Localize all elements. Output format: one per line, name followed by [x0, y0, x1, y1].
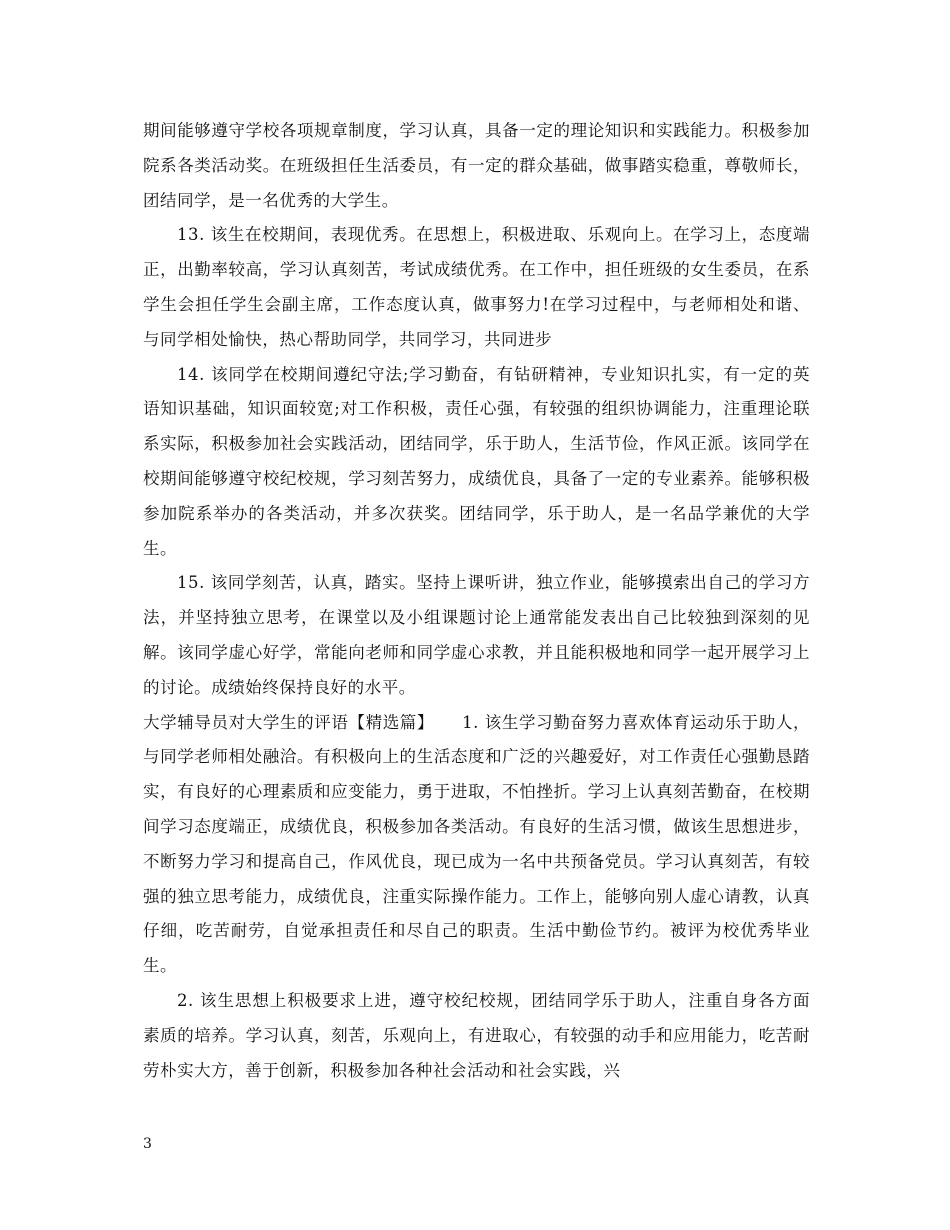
page-number: 3: [143, 1136, 152, 1152]
paragraph-continuation: 期间能够遵守学校各项规章制度，学习认真，具备一定的理论知识和实践能力。积极参加院系各类活动奖。在班级担任生活委员，有一定的群众基础，做事踏实稳重，尊敬师长，团结同学，是一名优秀的大学生。: [143, 121, 810, 210]
paragraph-item-2: 2. 该生思想上积极要求上进，遵守校纪校规，团结同学乐于助人，注重自身各方面素质的培养。学习认真，刻苦，乐观向上，有进取心，有较强的动手和应用能力，吃苦耐劳朴实大方，善于创新，积极参加各种社会活动和社会实践，兴: [143, 990, 810, 1080]
section-heading: 大学辅导员对大学生的评语【精选篇】: [143, 712, 435, 732]
document-body: [143, 114, 810, 1088]
paragraph-item-14: 14. 该同学在校期间遵纪守法;学习勤奋，有钻研精神，专业知识扎实，有一定的英语知识基础，知识面较宽;对工作积极，责任心强，有较强的组织协调能力，注重理论联系实际，积极参加社会实践活动，团结同学，乐于助人，生活节俭，作风正派。该同学在校期间能够遵守校纪校规，学习刻苦努力，成绩优良，具备了一定的专业素养。能够积极参加院系举办的各类活动，并多次获奖。团结同学，乐于助人，是一名品学兼优的大学生。: [143, 364, 810, 558]
section-first-item: 1. 该生学习勤奋努力喜欢体育运动乐于助人，与同学老师相处融洽。有积极向上的生活态度和广泛的兴趣爱好，对工作责任心强勤恳踏实，有良好的心理素质和应变能力，勇于进取，不怕挫折。学习上认真刻苦勤奋，在校期间学习态度端正，成绩优良，积极参加各类活动。有良好的生活习惯，做该生思想进步，不断努力学习和提高自己，作风优良，现已成为一名中共预备党员。学习认真刻苦，有较强的独立思考能力，成绩优良，注重实际操作能力。工作上，能够向别人虚心请教，认真仔细，吃苦耐劳，自觉承担责任和尽自己的职责。生活中勤俭节约。被评为校优秀毕业生。: [143, 712, 810, 976]
paragraph-item-15: 15. 该同学刻苦，认真，踏实。坚持上课听讲，独立作业，能够摸索出自己的学习方法，并坚持独立思考，在课堂以及小组课题讨论上通常能发表出自己比较独到深刻的见解。该同学虚心好学，常能向老师和同学虚心求教，并且能积极地和同学一起开展学习上的讨论。成绩始终保持良好的水平。: [143, 573, 810, 697]
paragraph-item-13: 13. 该生在校期间，表现优秀。在思想上，积极进取、乐观向上。在学习上，态度端正，出勤率较高，学习认真刻苦，考试成绩优秀。在工作中，担任班级的女生委员，在系学生会担任学生会副主席，工作态度认真，做事努力!在学习过程中，与老师相处和谐、与同学相处愉快，热心帮助同学，共同学习，共同进步: [143, 225, 810, 349]
section-paragraph: [143, 706, 810, 984]
